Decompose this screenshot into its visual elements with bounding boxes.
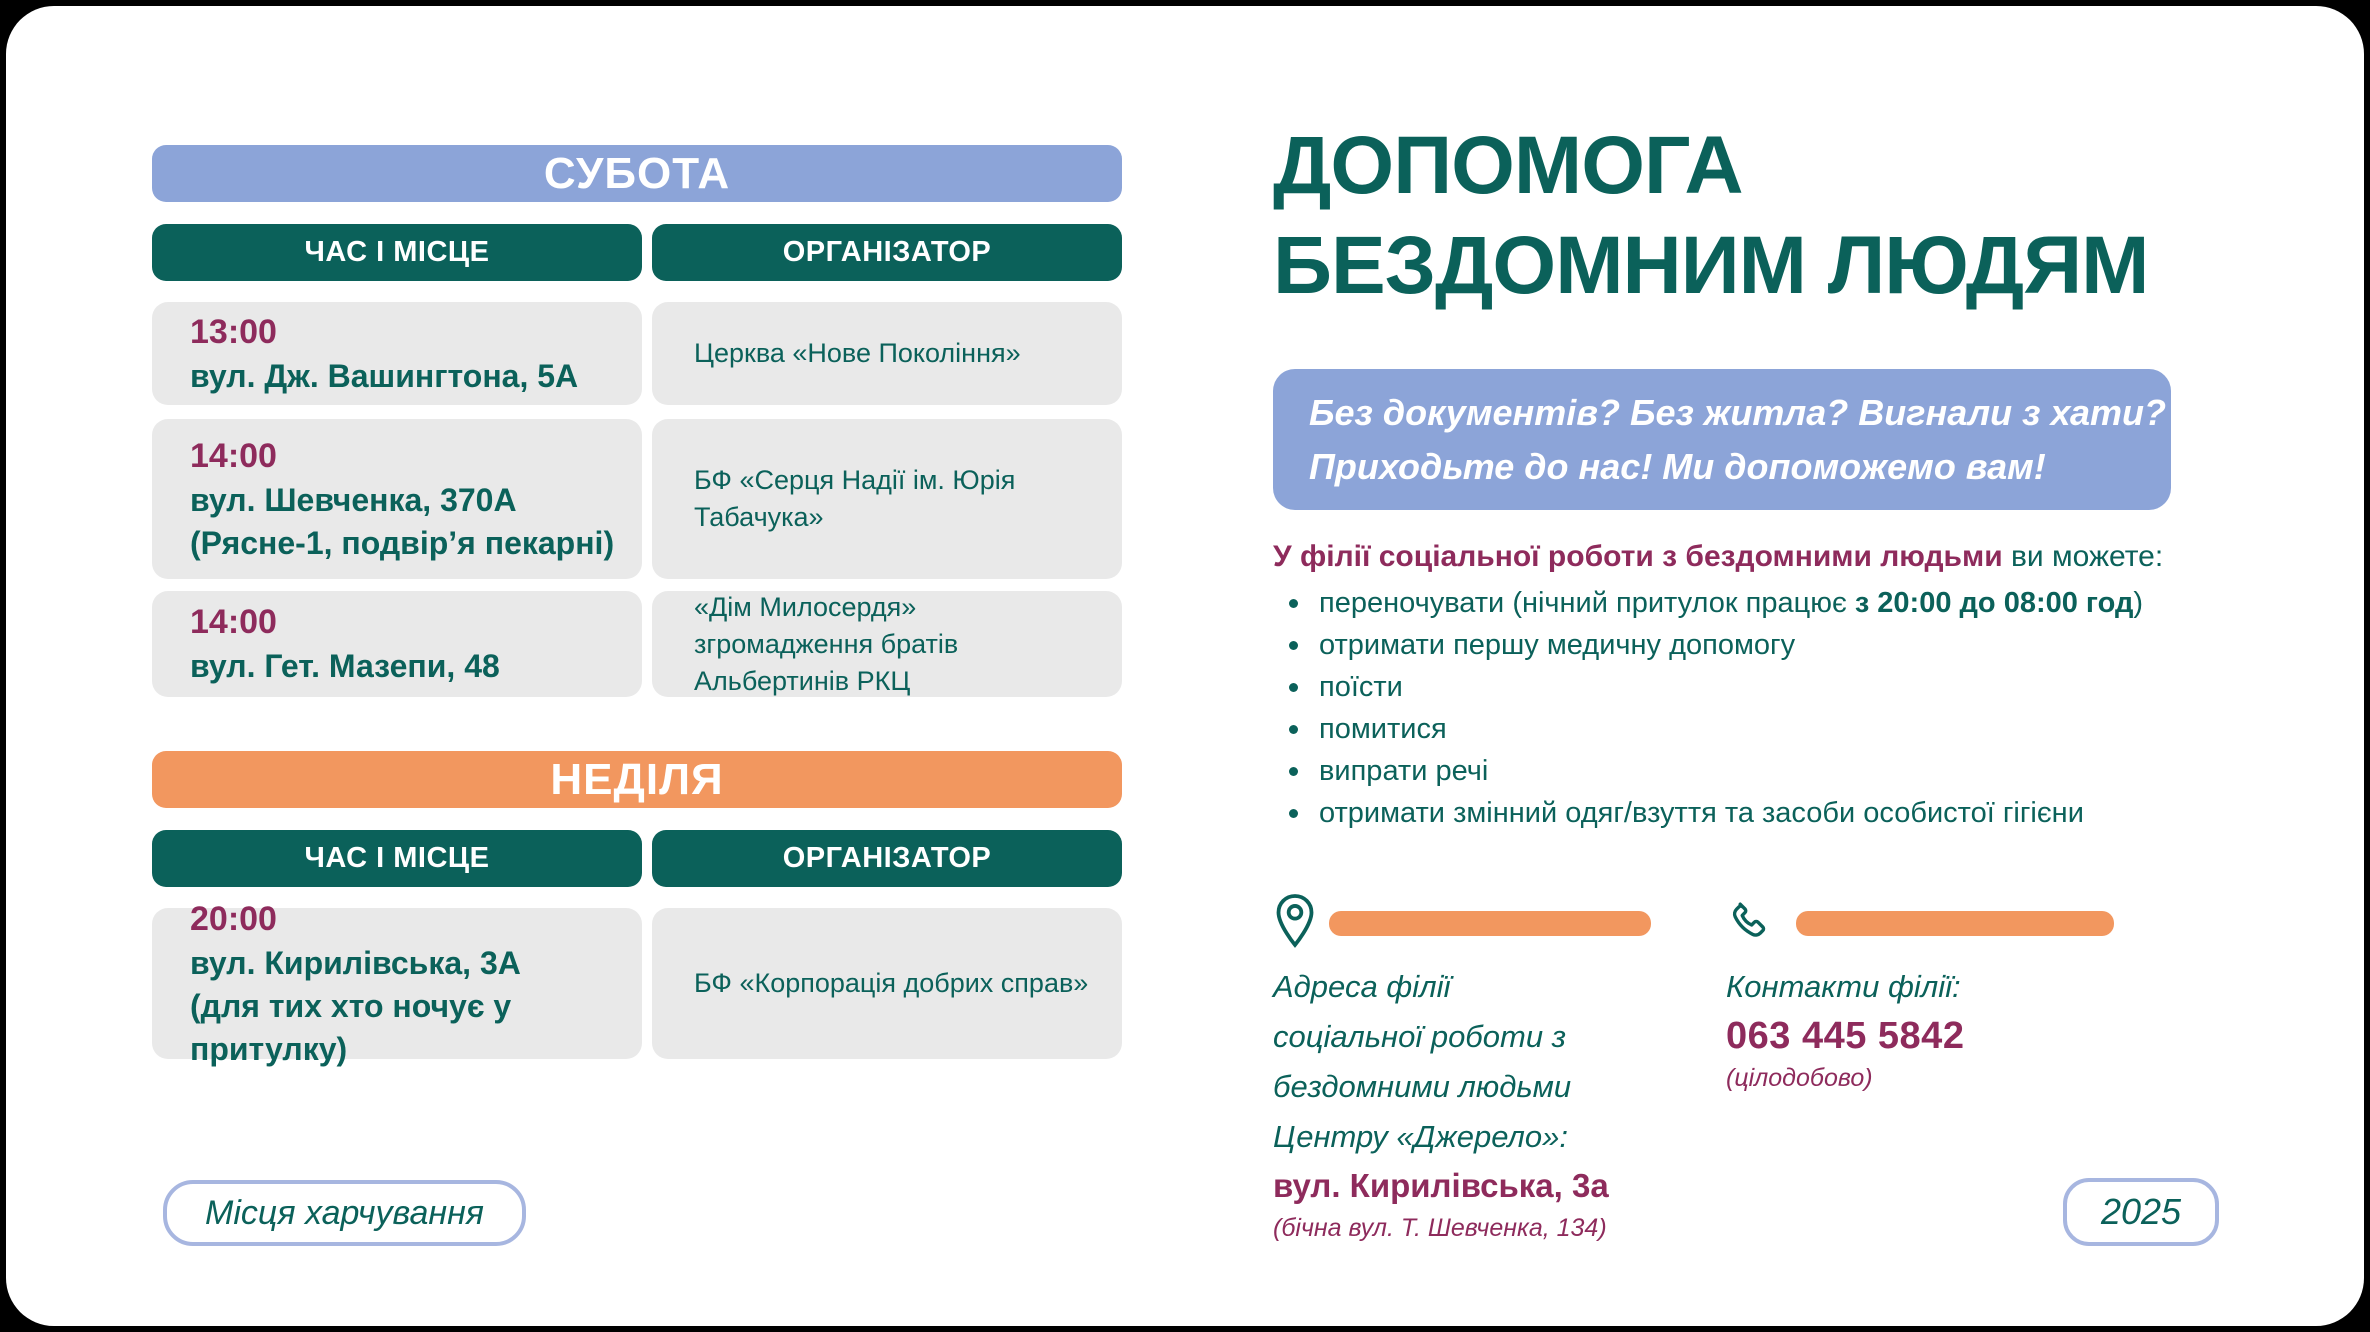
event-address: вул. Гет. Мазепи, 48 [190,648,500,684]
services-intro-rest: ви можете: [2002,540,2164,573]
service-item [1273,582,2273,624]
orange-divider-bar [1796,911,2114,936]
organizer-cell [652,419,1122,579]
orange-divider-bar [1329,911,1651,936]
service-item [1273,666,2273,708]
table-row [152,591,1122,697]
services-intro-bold: У філії соціальної роботи з бездомними людьми [1273,540,2003,573]
contact-block [1726,894,2186,1096]
service-text: отримати першу медичну допомогу [1319,629,1796,661]
service-text: ) [2133,587,2144,619]
event-address-note: (Рясне-1, подвір’я пекарні) [190,524,615,561]
page-title-line1: ДОПОМОГА [1273,120,1743,211]
meal-places-badge [163,1180,526,1246]
organizer-name: БФ «Корпорація добрих справ» [694,968,1089,998]
services-list [1273,582,2273,834]
event-time: 20:00 [190,899,277,938]
event-address-note: (для тих хто ночує у притулку) [190,987,512,1067]
service-text: поїсти [1319,671,1403,703]
table-row [152,899,1122,1067]
event-address: вул. Кирилівська, 3А [190,944,521,981]
contact-note: (цілодобово) [1726,1064,1873,1092]
location-pin-icon [1273,892,1317,955]
service-item [1273,792,2273,834]
address-note: (бічна вул. Т. Шевченка, 134) [1273,1214,1607,1242]
service-text-bold: з 20:00 до 08:00 год [1854,587,2134,619]
event-address: вул. Дж. Вашингтона, 5А [190,357,579,394]
event-time: 14:00 [190,603,277,641]
organizer-name: БФ «Серця Надії ім. Юрія Табачука» [694,465,1016,532]
organizer-cell [652,591,1122,697]
callout-line1: Без документів? Без житла? Вигнали з хати? [1309,391,2167,433]
year-badge [2063,1178,2219,1246]
organizer-cell [652,302,1122,405]
service-text: отримати змінний одяг/взуття та засоби особистої гігієни [1319,797,2084,829]
service-item [1273,708,2273,750]
time-place-cell [152,302,642,405]
service-text: переночувати (нічний притулок працює [1319,587,1855,619]
schedule-section [152,145,1122,1067]
year-label: 2025 [2100,1191,2182,1232]
sunday-column-headers [152,830,1122,887]
event-time: 14:00 [190,436,277,475]
column-header-time-place: ЧАС І МІСЦЕ [152,830,642,887]
callout-line2: Приходьте до нас! Ми допоможемо вам! [1309,445,2046,487]
address-line: бездомними людьми [1273,1069,1572,1104]
phone-icon [1726,897,1774,950]
callout-banner [1273,369,2171,510]
sunday-title: НЕДІЛЯ [550,754,724,804]
column-header-organizer: ОРГАНІЗАТОР [652,830,1122,887]
address-icon-row [1273,894,1713,952]
column-header-time-place: ЧАС І МІСЦЕ [152,224,642,281]
contact-label: Контакти філії: [1726,969,1961,1004]
service-text: випрати речі [1319,755,1489,787]
services-intro [1273,540,2163,574]
organizer-name: «Дім Милосердя» згромадження братів Альбертинів РКЦ [694,591,959,696]
saturday-header [152,145,1122,202]
address-line: Центру «Джерело»: [1273,1119,1568,1154]
meal-places-label: Місця харчування [205,1193,484,1232]
table-row [152,419,1122,579]
time-place-cell [152,899,642,1067]
time-place-cell [152,419,642,579]
saturday-title: СУБОТА [543,148,731,198]
time-place-cell [152,591,642,697]
service-text: помитися [1319,713,1447,745]
event-address: вул. Шевченка, 370А [190,481,517,518]
organizer-cell [652,908,1122,1059]
sunday-header [152,751,1122,808]
page-title [1273,116,2148,316]
table-row [152,302,1122,405]
service-item [1273,624,2273,666]
saturday-column-headers [152,224,1122,281]
address-block [1273,894,1713,1246]
flyer-page [6,6,2364,1326]
page-title-line2: БЕЗДОМНИМ ЛЮДЯМ [1273,220,2149,311]
event-time: 13:00 [190,312,277,351]
address-line: Адреса філії [1273,969,1451,1004]
organizer-name: Церква «Нове Покоління» [694,338,1021,368]
address-street: вул. Кирилівська, 3а [1273,1167,1609,1204]
address-line: соціальної роботи з [1273,1019,1567,1054]
service-item [1273,750,2273,792]
contact-icon-row [1726,894,2186,952]
contact-phone-number: 063 445 5842 [1726,1015,1965,1057]
column-header-organizer: ОРГАНІЗАТОР [652,224,1122,281]
